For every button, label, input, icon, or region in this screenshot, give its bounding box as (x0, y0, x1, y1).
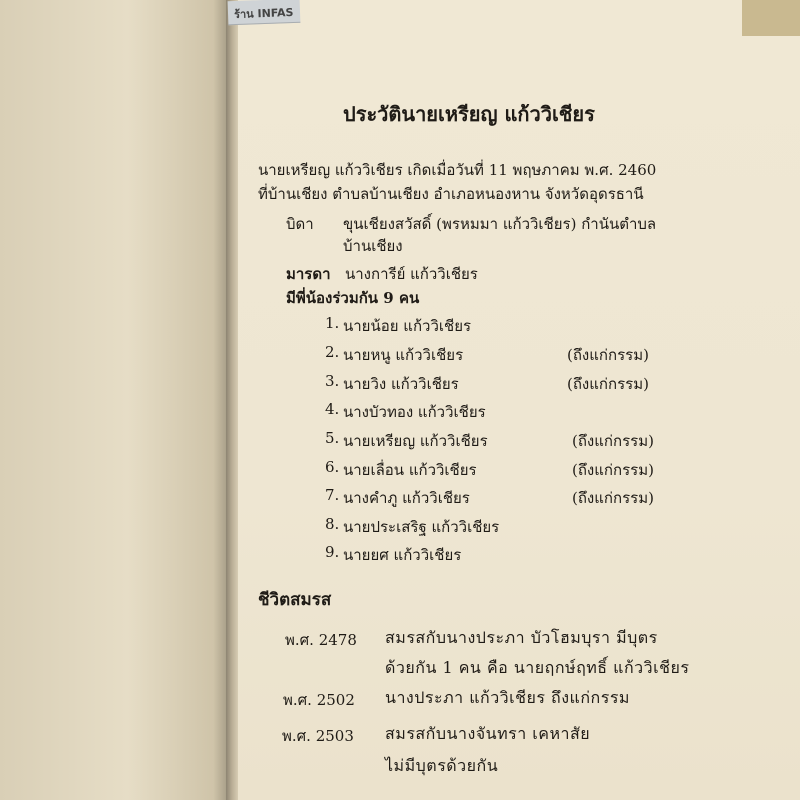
corner-sticker: ร้าน INFAS (228, 0, 301, 25)
sibling-note: (ถึงแก่กรรม) (572, 461, 654, 479)
sibling-note: (ถึงแก่กรรม) (567, 346, 649, 364)
mother-text: นางการีย์ แก้ววิเชียร (345, 265, 478, 283)
sibling-name: นายประเสริฐ แก้ววิเชียร (343, 518, 500, 536)
sibling-number: 3. (325, 372, 340, 390)
sibling-number: 2. (325, 343, 340, 361)
sibling-number: 9. (325, 543, 340, 561)
marriage-text: ไม่มีบุตรด้วยกัน (385, 756, 499, 775)
marriage-text: สมรสกับนางประภา บัวโฮมบุรา มีบุตร (385, 628, 658, 647)
sibling-name: นางคำภู แก้ววิเชียร (343, 489, 470, 507)
sibling-note: (ถึงแก่กรรม) (572, 432, 654, 450)
marriage-heading: ชีวิตสมรส (258, 590, 332, 610)
sibling-note: (ถึงแก่กรรม) (567, 375, 649, 393)
sibling-name: นายยศ แก้ววิเชียร (343, 546, 462, 564)
sibling-number: 7. (325, 486, 340, 504)
father-text-cont: บ้านเชียง (343, 237, 403, 255)
sibling-name: นางบัวทอง แก้ววิเชียร (343, 403, 486, 421)
book-gutter (226, 0, 238, 800)
mother-label: มารดา (286, 265, 331, 283)
marriage-year: พ.ศ. 2478 (285, 631, 357, 649)
intro-line-1: นายเหรียญ แก้ววิเชียร เกิดเมื่อวันที่ 11 พฤษภาคม พ.ศ. 2460 (258, 161, 657, 179)
sibling-number: 1. (325, 314, 340, 332)
siblings-heading: มีพี่น้องร่วมกัน 9 คน (286, 289, 420, 307)
sibling-note: (ถึงแก่กรรม) (572, 489, 654, 507)
sibling-name: นายหนู แก้ววิเชียร (343, 346, 464, 364)
sibling-name: นายน้อย แก้ววิเชียร (343, 317, 472, 335)
sibling-number: 4. (325, 400, 340, 418)
sibling-number: 8. (325, 515, 340, 533)
sibling-number: 5. (325, 429, 340, 447)
sibling-number: 6. (325, 458, 340, 476)
marriage-text: สมรสกับนางจันทรา เคหาสัย (385, 724, 591, 743)
sibling-name: นายเลื่อน แก้ววิเชียร (343, 461, 477, 479)
intro-line-2: ที่บ้านเชียง ตำบลบ้านเชียง อำเภอหนองหาน จังหวัดอุดรธานี (258, 185, 644, 203)
page-edge-strip (742, 0, 800, 36)
marriage-text: นางประภา แก้ววิเชียร ถึงแก่กรรม (385, 688, 630, 707)
sibling-name: นายเหรียญ แก้ววิเชียร (343, 432, 488, 450)
father-text: ขุนเชียงสวัสดิ์ (พรหมมา แก้ววิเชียร) กำนันตำบล (343, 215, 657, 233)
marriage-text: ด้วยกัน 1 คน คือ นายฤกษ์ฤทธิ์ แก้ววิเชียร (385, 658, 690, 677)
marriage-year: พ.ศ. 2503 (282, 727, 354, 745)
left-page (0, 0, 232, 800)
father-label: บิดา (286, 215, 314, 233)
sibling-name: นายวิง แก้ววิเชียร (343, 375, 459, 393)
page-title: ประวัตินายเหรียญ แก้ววิเชียร (343, 102, 595, 126)
marriage-year: พ.ศ. 2502 (283, 691, 355, 709)
